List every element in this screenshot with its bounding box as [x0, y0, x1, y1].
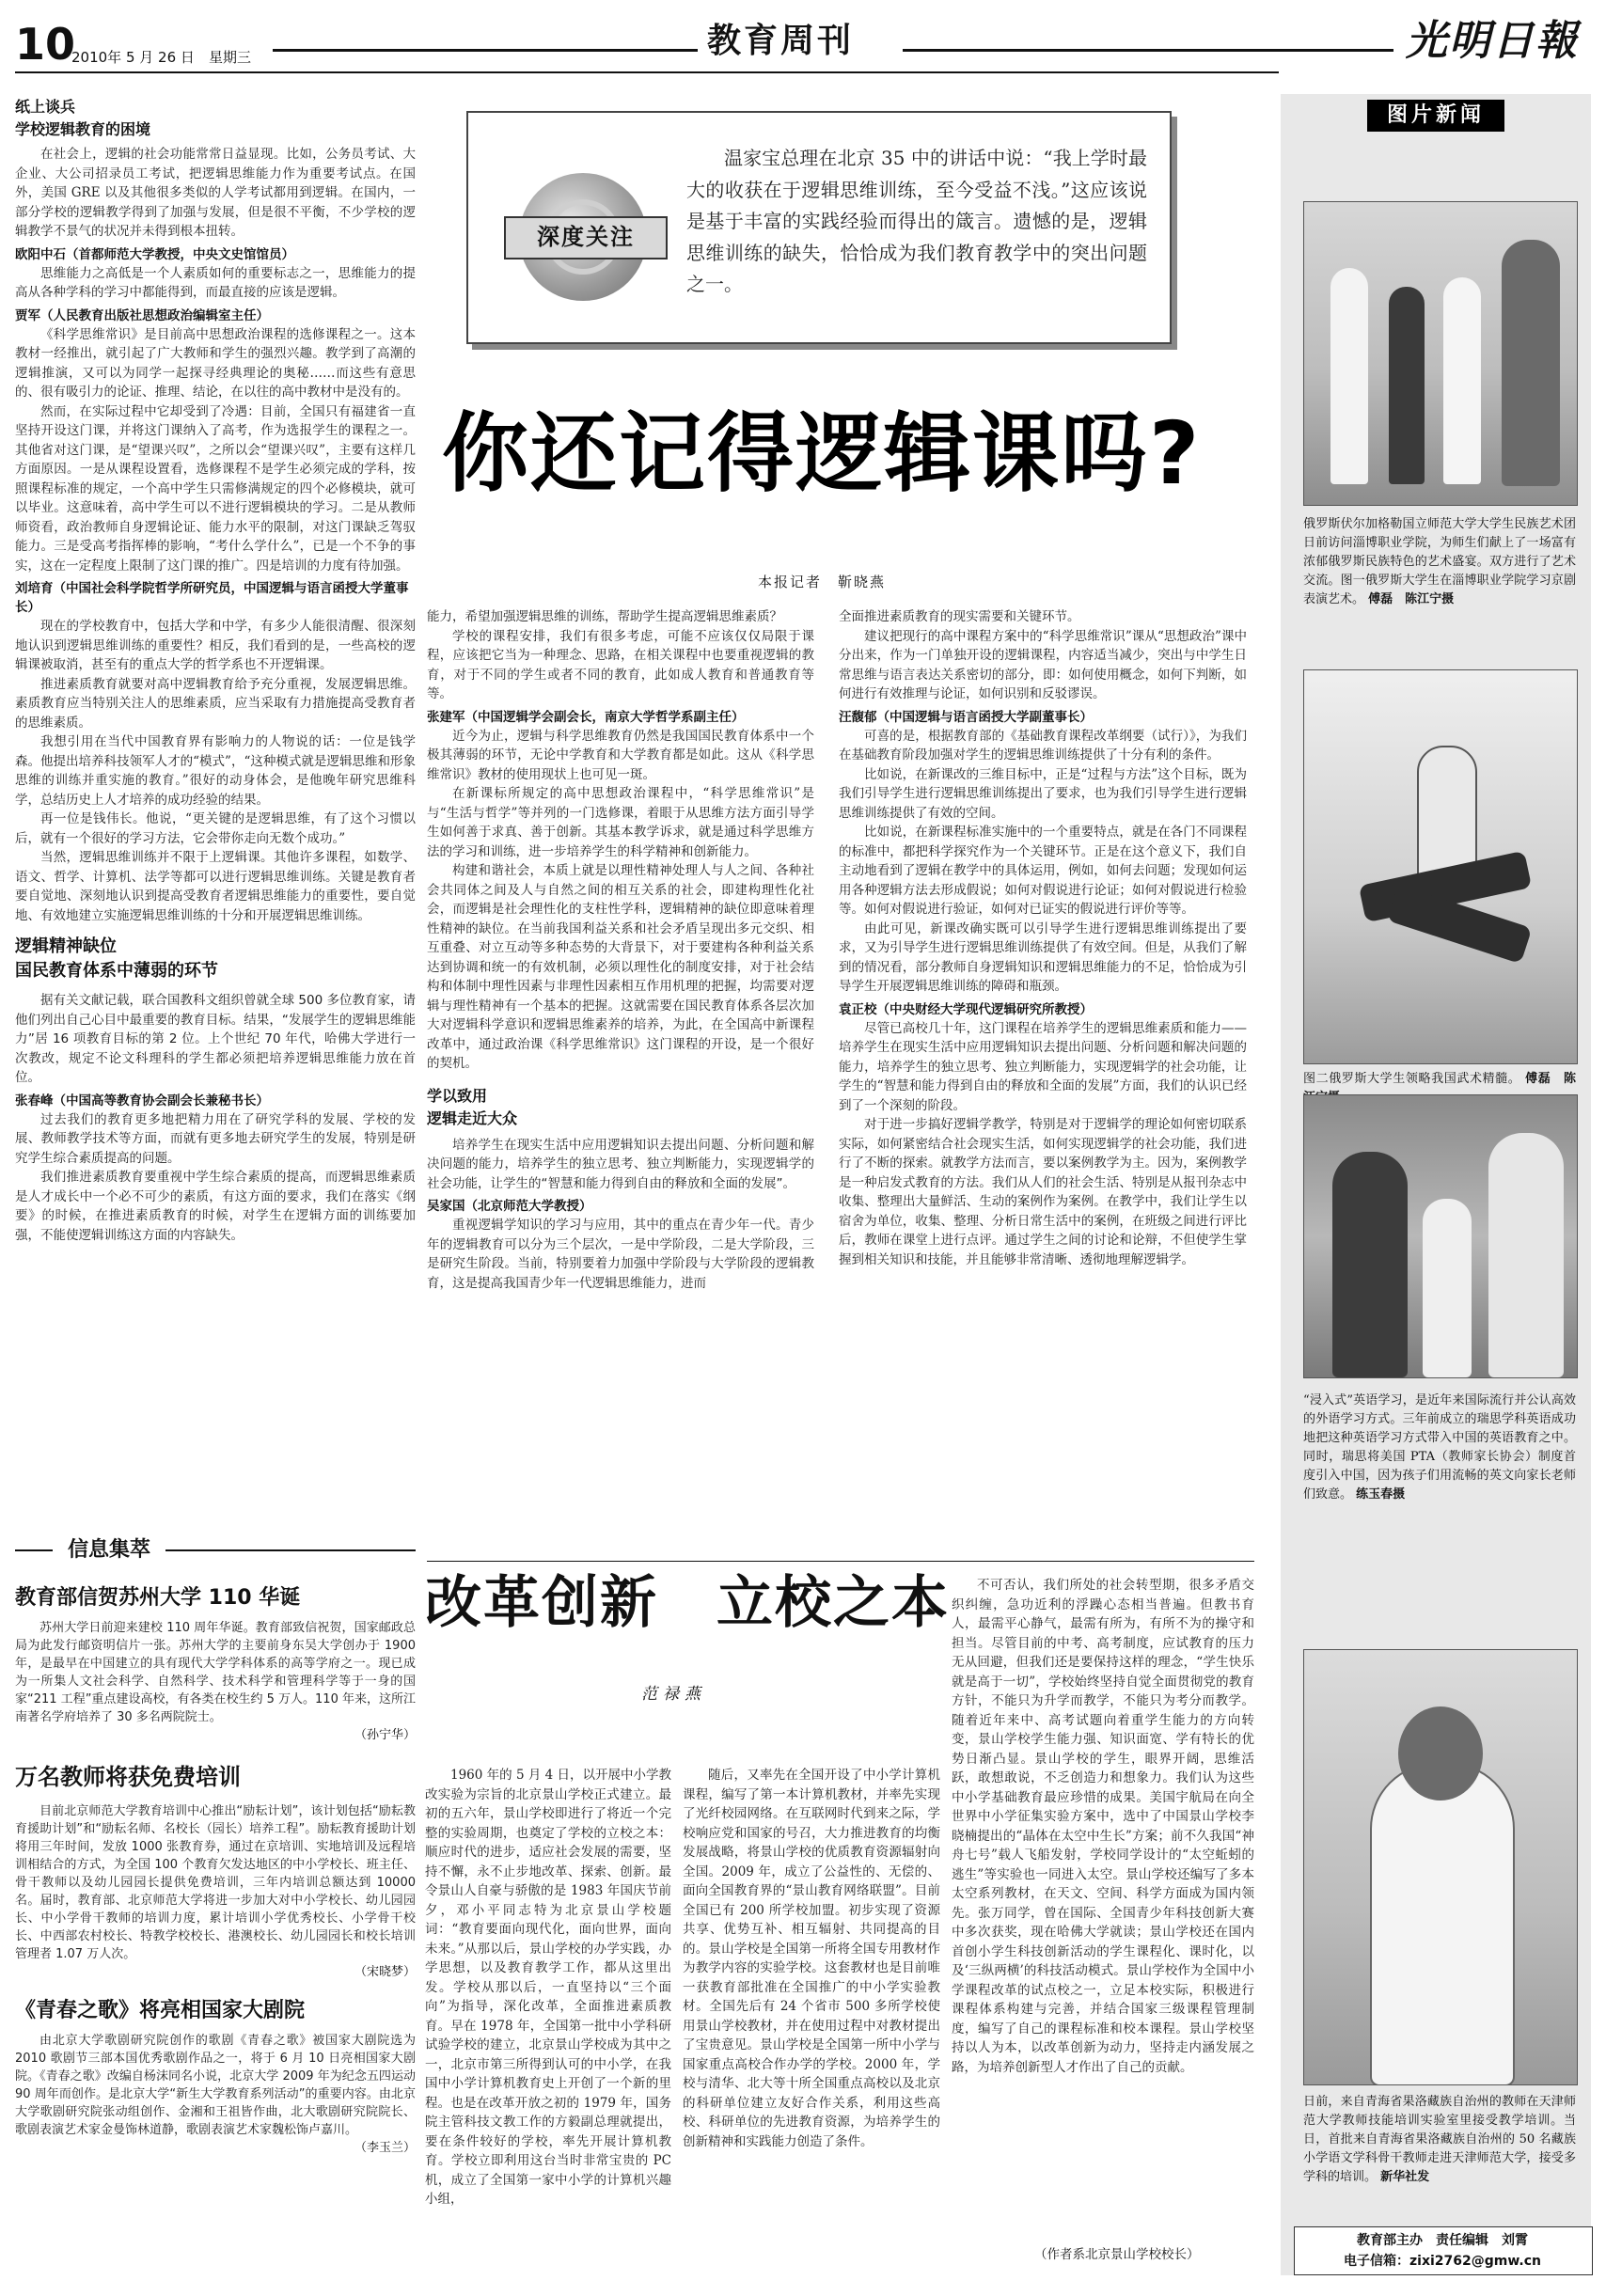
photo2-figure	[1417, 746, 1477, 881]
deck-text: 温家宝总理在北京 35 中的讲话中说：“我上学时最大的收获在于逻辑思维训练，至今受益不浅。”这应该说是基于丰富的实践经验而得出的箴言。遗憾的是，逻辑思维训练的缺失，恰恰成为我们教育教学中的突出问题之一。	[686, 147, 1147, 295]
deck-kicker-label: 深度关注	[504, 216, 668, 259]
brief-text: 由北京大学歌剧研究院创作的歌剧《青春之歌》被国家大剧院选为 2010 歌剧节三部本国优秀歌剧作品之一，将于 6 月 10 日亮相国家大剧院。《青春之歌》改编自杨沫同名小说，北京大学 2009 年为纪念五四运动 90 周年而创作。是北京大学“新生大学教育系列活动”的重要内容。由北京大学歌剧研究院张动组创作、金湘和王祖皆作曲，北大歌剧研究院院长、歌剧表演艺术家金曼饰林道静，歌剧表演艺术家魏松饰卢嘉川。	[15, 2034, 416, 2137]
photo-column-title: 图片新闻	[1386, 103, 1485, 127]
photo1-figure	[1330, 268, 1368, 484]
paragraph: 尽管已高校几十年，这门课程在培养学生的逻辑思维素质和能力——培养学生在现实生活中应用逻辑知识去提出问题、分析问题和解决问题的能力，培养学生的独立思考、独立判断能力，实现逻辑学的社会功能，让学生的“智慧和能力得到自由的释放和全面的发展”方面，我们的认识已经到了一个深刻的阶段。 对于进一步搞好逻辑学教学，特别是对于逻辑学的理论如何密切联系实际，如何紧密结合社会现实生活，如何实现逻辑学的社会功能，我们进行了不断的探索。就教学方法而言，要以案例教学为主。因为，案例教学是一种启发式教育的方法。我们从人们的社会生活、特别是从报刊杂志中收集、整理出大量鲜活、生动的案例作为案例。在教学中，我们让学生以宿舍为单位，收集、整理、分析日常生活中的案例，在班级之间进行评比后，教师在课堂上进行点评。通过学生之间的讨论和论辩，不但使学生掌握到相关知识和技能，并且能够非常清晰、透彻地理解逻辑学。	[839, 1020, 1247, 1267]
brief-text: 苏州大学日前迎来建校 110 周年华诞。教育部致信祝贺，国家邮政总局为此发行邮资明信片一张。苏州大学的主要前身东吴大学创办于 1900 年，是最早在中国建立的具有现代大学学科体系的高等学府之一。现已成为一所集人文社会科学、自然科学、技术科学和管理科学等于一身的国家“211 工程”重点建设高校，有各类在校生约 5 万人。110 年来，这所江南著名学府培养了 30 多名两院院士。	[15, 1621, 416, 1724]
brief-credit: （孙宁华）	[354, 1728, 416, 1742]
speaker-label: 张春峰（中国高等教育协会副会长兼秘书长）	[15, 1093, 269, 1109]
brief-text: 目前北京师范大学教育培训中心推出“励耘计划”，该计划包括“励耘教育援助计划”和“励耘名师、名校长（园长）培养工程”。励耘教育援助计划将用三年时间，发放 1000 张教育券，通过在京培训、实地培训及远程培训相结合的方式，为全国 100 个教育欠发达地区的中小学校长、班主任、骨干教师以及幼儿园园长提供免费培训，三年内培训总额达到 10000 名。届时，教育部、北京师范大学将进一步加大对中小学校长、幼儿园园长、中小学骨干教师的培训力度，累计培训小学优秀校长、小学骨干校长、中西部农村校长、特教学校校长、港澳校长、幼儿园园长和校长培训管理者 1.07 万人次。	[15, 1804, 416, 1961]
deck-box	[466, 111, 1172, 344]
page-number: 10	[15, 19, 76, 70]
brief-credit: （李玉兰）	[354, 2141, 416, 2155]
paragraph: 重视逻辑学知识的学习与应用，其中的重点在青少年一代。青少年的逻辑教育可以分为三个层次，一是中学阶段，二是大学阶段，三是研究生阶段。当前，特别要着力加强中学阶段与大学阶段的逻辑教育，这是提高我国青少年一代逻辑思维能力，进而	[427, 1218, 814, 1291]
speaker-label: 汪馥郁（中国逻辑与语言函授大学副董事长）	[839, 709, 1093, 725]
photo3-figure	[1488, 1133, 1564, 1377]
lead-middle-column	[427, 607, 814, 1548]
speaker-label: 欧阳中石（首都师范大学教授，中央文史馆馆员）	[15, 246, 294, 262]
second-author-credit: （作者系北京景山学校校长）	[1034, 2247, 1200, 2262]
speaker-label: 袁正校（中央财经大学现代逻辑研究所教授）	[839, 1001, 1093, 1017]
deck-graphic	[498, 171, 666, 303]
photo1-credit: 傅磊 陈江宁摄	[1368, 592, 1455, 606]
issue-date: 2010年 5 月 26 日	[71, 49, 195, 66]
photo-teacher-training	[1303, 1649, 1578, 2085]
photo-martial-arts	[1303, 669, 1578, 1064]
photo3-credit: 练玉春摄	[1356, 1487, 1406, 1502]
photo-english-learning	[1303, 1094, 1578, 1378]
paragraph: 《科学思维常识》是目前高中思想政治课程的选修课程之一。这本教材一经推出，就引起了广大教师和学生的强烈兴趣。教学到了高潮的逻辑推演，又可以为同学一起探寻经典理论的奥秘……而这些有意思的、很有吸引力的论证、推理、结论，在以往的高中教材中是没有的。 然而，在实际过程中它却受到了冷遇：目前，全国只有福建省一直坚持开设这门课，并将这门课纳入了高考，作为选报学生的课程之一。其他省对这门课，是“望课兴叹”，之所以会“望课兴叹”，主要有这样几方面原因。一是从课程设置看，选修课程不是学生必须完成的学科，按照课程标准的规定，一个高中学生只需修满规定的四个必修模块，就可以毕业。这意味着，高中学生可以不进行逻辑模块的学习。二是从教师师资看，政治教师自身逻辑论证、能力水平的限制，对这门课缺乏驾驭能力。三是受高考指挥棒的影响，“考什么学什么”，已是一个不争的事实，这在一定程度上限制了这门课的推广。四是培训的力度有待加强。	[15, 326, 416, 574]
brief-title: 《青春之歌》将亮相国家大剧院	[15, 1999, 306, 2022]
photo3-figure	[1423, 1199, 1472, 1377]
paragraph: 可喜的是，根据教育部的《基础教育课程改革纲要（试行）》，为我们在基础教育阶段加强对学生的逻辑思维训练提供了十分有利的条件。 比如说，在新课改的三维目标中，正是“过程与方法”这个目标，既为我们引导学生进行逻辑思维训练提出了要求，也为我们引导学生进行逻辑思维训练提供了有效的空间。 比如说，在新课程标准实施中的一个重要特点，就是在各门不同课程的标准中，都把科学探究作为一个关键环节。正是在这个意义下，我们自主动地看到了逻辑在教学中的具体运用，例如，如何去问题；发现如何运用各种逻辑方法去形成假说；如何对假说进行论证；如何对假说进行检验等。如何对假说进行验证，如何对已证实的假说进行评价等等。 由此可见，新课改确实既可以引导学生进行逻辑思维训练提出了要求，又为引导学生进行逻辑思维训练提供了有效空间。但是，从我们了解到的情况看，部分教师自身逻辑知识和逻辑思维能力的不足，恰恰成为引导学生开展逻辑思维训练的障碍和瓶颈。	[839, 728, 1247, 994]
photo4-figure	[1370, 1763, 1515, 2085]
paragraph: 现在的学校教育中，包括大学和中学，有多少人能很清醒、很深刻地认识到逻辑思维训练的重要性？相反，我们看到的是，一些高校的逻辑课被取消，甚至有的重点大学的哲学系也不开逻辑课。 推进素质教育就要对高中逻辑教育给予充分重视，发展逻辑思维。素质教育应当特别关注人的思维素质，应当采取有力措施提高受教育者的思维素质。 我想引用在当代中国教育界有影响力的人物说的话：一位是钱学森。他提出培养科技领军人才的“模式”，“这种模式就是逻辑思维和形象思维的训练并重实施的教育。”很好的动身体会，是他晚年研究思维科学，总结历史上人才培养的成功经验的结果。 再一位是钱伟长。他说，“更关键的是逻辑思维，有了这个习惯以后，就有一个很好的学习方法，它会带你走向无数个成功。” 当然，逻辑思维训练并不限于上逻辑课。其他许多课程，如数学、语文、哲学、计算机、法学等都可以进行逻辑思维训练。关键是教育者要自觉地、深刻地认识到提高受教育者逻辑思维能力的重要性，要自觉地、有效地建立实施逻辑思维训练的十分和开展逻辑思维训练。	[15, 619, 416, 923]
photo4-figure	[1398, 1706, 1483, 1801]
subhead: 逻辑精神缺位	[15, 936, 117, 956]
main-headline: 你还记得逻辑课吗?	[442, 403, 1202, 504]
photo3-caption: “浸入式”英语学习，是近年来国际流行并公认高效的外语学习方式。三年前成立的瑞思学科英语成功地把这种英语学习方式带入中国的英语教育之中。同时，瑞思将美国 PTA（教师家长协会）制度首度引入中国，因为孩子们用流畅的英文向家长老师们致意。 练玉春摄	[1303, 1393, 1576, 1502]
speaker-label: 贾军（人民教育出版社思想政治编辑室主任）	[15, 307, 269, 323]
newspaper-logo: 光明日報	[1406, 17, 1579, 65]
footer-editor: 教育部主办 责任编辑 刘霄	[1357, 2233, 1528, 2248]
second-headline: 改革创新 立校之本	[425, 1570, 950, 1636]
subhead: 学校逻辑教育的困境	[15, 120, 151, 138]
photo3-figure	[1332, 1152, 1408, 1377]
masthead-bottom-rule	[15, 71, 1279, 73]
paragraph: 能力，希望加强逻辑思维的训练，帮助学生提高逻辑思维素质？ 学校的课程安排，我们有很多考虑，可能不应该仅仅局限于课程，应该把它当为一种理念、思路，在相关课程中也要重视逻辑的教育，对于不同的学生或者不同的教育，此如成人教育和普通教育等等。	[427, 609, 814, 701]
paragraph: 近今为止，逻辑与科学思维教育仍然是我国国民教育体系中一个极其薄弱的环节，无论中学教育和大学教育都是如此。这从《科学思维常识》教材的使用现状上也可见一斑。 在新课标所规定的高中思想政治课程中，“科学思维常识”是与“生活与哲学”等并列的一门选修课，着眼于从思维方法方面引导学生如何善于求真、善于创新。其基本教学诉求，就是通过科学思维方法的学习和训练，进一步培养学生的科学精神和创新能力。 构建和谐社会，本质上就是以理性精神处理人与人之间、各种社会共同体之间及人与自然之间的相互关系的社会，即建构理性化社会，而逻辑是社会理性化的支柱性学科，逻辑精神的缺位即意味着理性精神的缺位。在当前我国利益关系和社会矛盾呈现出多元交织、相互重叠、对立互动等多种态势的大背景下，对于要建构各种利益关系达到协调和统一的有效机制，必须以理性化的制度安排，对于社会结构和体制中理性因素与非理性因素相互作用机理的把握，均需要对逻辑与理性精神有一个基本的把握。这就需要在国民教育体系各层次加大对逻辑科学意识和逻辑思维素养的培养，为此，在全国高中新课程改革中，通过政治课《科学思维常识》这门课程的开设，是一个很好的契机。	[427, 728, 814, 1071]
brief-title: 教育部信贺苏州大学 110 华诞	[15, 1586, 301, 1610]
photo4-caption: 日前，来自青海省果洛藏族自治州的教师在天津师范大学教师技能培训实验室里接受教学培训。当日，首批来自青海省果洛藏族自治州的 50 名藏族小学语文学科骨干教师走进天津师范大学，接受多学科的培训。 新华社发	[1303, 2095, 1576, 2184]
issue-weekday: 星期三	[209, 49, 252, 66]
masthead-rule-left	[273, 49, 698, 52]
photo1-figure	[1389, 287, 1425, 484]
second-article-col3: 不可否认，我们所处的社会转型期，很多矛盾交织纠缠，急功近利的浮躁心态相当普遍。但教书育人，最需平心静气，最需有所为，有所不为的操守和担当。尽管目前的中考、高考制度，应试教育的压力无从回避，但我们还是要保持这样的理念，“学生快乐就是高于一切”，学校始终坚持自觉全面贯彻党的教育方针，不能只为升学而教学，不能只为考分而教学。随着近年来中、高考试题向着重学生能力的方向转变，景山学校学生能力强、知识面宽、学有特长的优势日渐凸显。景山学校的学生，眼界开阔，思维活跃，敢想敢说，不乏创造力和想象力。我们认为这些中小学基础教育最应珍惜的成果。美国宇航局在向全世界中小学征集实验方案中，选中了中国景山学校李晓楠提出的“晶体在太空中生长”方案；前不久我国“神舟七号”载人飞船发射，学校同学设计的“太空蚯蚓的逃生”等实验也一同进入太空。景山学校还编写了多本太空系列教材，在天文、空间、科学方面成为国内领先。张万同学，曾在国际、全国青少年科技创新大赛中多次获奖，现在哈佛大学就读；景山学校还在国内首创小学生科技创新活动的学生课程化、课时化，以及‘三纵两横’的科技活动模式。景山学校作为全国中小学课程改革的试点校之一，立足本校实际，积极进行课程体系构建与完善，并结合国家三级课程管理制度，编写了自己的课程标准和校本课程。景山学校坚持以人为本，以改革创新为动力，坚持走内涵发展之路，为培养创新型人才作出了自己的贡献。	[952, 1578, 1254, 2075]
briefs-title: 信息集萃	[53, 1536, 165, 1565]
paragraph: 培养学生在现实生活中应用逻辑知识去提出问题、分析问题和解决问题的能力，培养学生的独立思考、独立判断能力，实现逻辑学的社会功能，让学生的“智慧和能力得到自由的释放和全面的发展”。	[427, 1137, 814, 1191]
photo2-caption: 图二俄罗斯大学生领略我国武术精髓。 傅磊 陈	[1303, 1070, 1576, 1108]
photo4-credit: 新华社发	[1380, 2170, 1430, 2184]
footer-email: 电子信箱：zixi2762@gmw.cn	[1344, 2254, 1541, 2269]
paragraph: 过去我们的教育更多地把精力用在了研究学科的发展、学校的发展、教师教学技术等方面，而就有更多地去研究学生的发展，特别是研究学生综合素质提高的问题。 我们推进素质教育要重视中学生综合素质的提高，而逻辑思维素质是人才成长中一个必不可少的素质，有这方面的要求，我们在落实《纲要》的时候，在推进素质教育的时候，对学生在逻辑方面的训练要加强，不能使逻辑训练这方面的内容缺失。	[15, 1111, 416, 1243]
paragraph: 据有关文献记载，联合国教科文组织曾就全球 500 多位教育家，请他们列出自己心目中最重要的教育目标。结果，“发展学生的逻辑思维能力”居 16 项教育目标的第 2 位。上个世纪 70 年代，哈佛大学进行一次教改，规定不论文科理科的学生都必须把培养逻辑思维能力放在首位。	[15, 993, 416, 1085]
subhead: 国民教育体系中薄弱的环节	[15, 961, 218, 981]
brief-title: 万名教师将获免费培训	[15, 1764, 241, 1790]
lead-right-column	[839, 607, 1247, 1548]
briefs-section	[15, 1534, 416, 2249]
masthead-rule-right	[903, 49, 1393, 52]
speaker-label: 吴家国（北京师范大学教授）	[427, 1199, 592, 1214]
second-byline: 范禄燕	[641, 1685, 706, 1704]
lead-left-column	[15, 96, 416, 1516]
photo-opera-performers	[1303, 201, 1578, 506]
photo2-credit: 傅磊 陈	[1525, 1072, 1576, 1086]
paragraph: 思维能力之高低是一个人素质如何的重要标志之一，思维能力的提高从各种学科的学习中都能得到，而最直接的应该是逻辑。	[15, 265, 416, 300]
speaker-label: 张建军（中国逻辑学会副会长，南京大学哲学系副主任）	[427, 709, 745, 725]
photo-column	[1281, 94, 1591, 2275]
photo1-figure	[1443, 277, 1481, 484]
briefs-header	[15, 1534, 416, 1568]
speaker-label: 刘培育（中国社会科学院哲学所研究员，中国逻辑与语言函授大学董事长）	[15, 581, 409, 615]
paragraph: 在社会上，逻辑的社会功能常常日益显现。比如，公务员考试、大企业、大公司招录员工考试，把逻辑思维能力作为重要考试点。在国外，美国 GRE 以及其他很多类似的人学考试都用到逻辑。在国内，一部分学校的逻辑教学得到了加强与发展，但是很不平衡，不少学校的逻辑教学不景气的状况并未得到根本扭转。	[15, 147, 416, 239]
subhead: 逻辑走近大众	[427, 1109, 518, 1127]
second-article-col1: 1960 年的 5 月 4 日，以开展中小学教改实验为宗旨的北京景山学校正式建立。最初的五六年，景山学校即进行了将近一个完整的实验周期，也奠定了学校的立校之本：顺应时代的进步，适应社会发展的需要，坚持不懈，永不止步地改革、探索、创新。最令景山人自豪与骄傲的是 1983 年国庆节前夕，邓小平同志特为北京景山学校题词：“教育要面向现代化，面向世界，面向未来。”从那以后，景山学校的办学实践，办学思想，以及教育教学工作，都从这里出发。学校从那以后，一直坚持以“三个面向”为指导，深化改革，全面推进素质教育。早在 1978 年，全国第一批中小学科研试验学校的建立，北京景山学校成为其中之一，北京市第三所得到认可的中小学，在我国中小学计算机教育史上开创了一个新的里程。也是在改革开放之初的 1979 年，国务院主管科技文教工作的方毅副总理就提出，要在条件较好的学校，率先开展计算机教育。学校立即利用这台当时非常宝贵的 PC 机，成立了全国第一家中小学的计算机兴趣小组，	[425, 1768, 671, 2207]
photo1-caption: 俄罗斯伏尔加格勒国立师范大学大学生民族艺术团日前访问淄博职业学院，为师生们献上了一场富有浓郁俄罗斯民族特色的艺术盛宴。双方进行了艺术交流。图一俄罗斯大学生在淄博职业学院学习京剧表演艺术。 傅磊 陈江宁摄	[1303, 517, 1576, 606]
photo1-figure	[1502, 240, 1560, 486]
section-title: 教育周刊	[707, 22, 855, 60]
paragraph: 全面推进素质教育的现实需要和关键环节。 建议把现行的高中课程方案中的“科学思维常识”课从“思想政治”课中分出来，作为一门单独开设的逻辑课程，内容适当减少，突出与中学生日常思维与语言表达关系密切的部分，即：如何使用概念，如何下判断，如何进行有效推理与论证，如何识别和反驳谬误。	[839, 609, 1247, 701]
subhead: 纸上谈兵	[15, 98, 76, 116]
byline: 本报记者 靳晓燕	[758, 574, 887, 590]
subhead: 学以致用	[427, 1086, 488, 1105]
second-article-col2: 随后，又率先在全国开设了中小学计算机课程，编写了第一本计算机教材，并率先实现了光纤校园网络。在互联网时代到来之际，学校响应党和国家的号召，大力推进教育的均衡发展战略，将景山学校的优质教育资源辐射向全国。2009 年，成立了公益性的、无偿的、面向全国教育界的“景山教育网络联盟”。目前全国已有 200 所学校加盟。初步实现了资源共享、优势互补、相互辐射、共同提高的目的。景山学校是全国第一所将全国专用教材作为教学内容的实验学校。这套教材也是目前唯一获教育部批准在全国推广的中小学实验教材。全国先后有 24 个省市 500 多所学校使用景山学校教材，并在使用过程中对教材提出了宝贵意见。景山学校是全国第一所中小学与国家重点高校合作办学的学校。2000 年，学校与清华、北大等十所全国重点高校以及北京的科研单位建立友好合作关系，利用这些高校、科研单位的先进教育资源，为培养学生的创新精神和实践能力创造了条件。	[683, 1768, 940, 2149]
brief-credit: （宋晓梦）	[354, 1965, 416, 1979]
